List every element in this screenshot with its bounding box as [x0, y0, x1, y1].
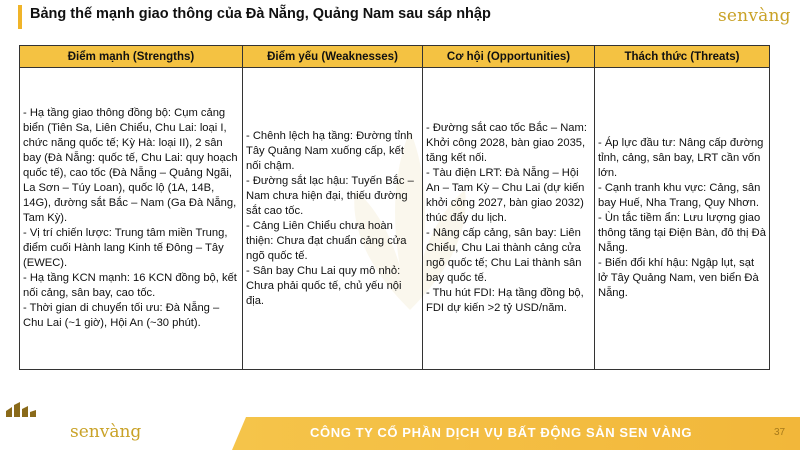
- bullet-line: - Cạnh tranh khu vực: Cảng, sân bay Huế, Nha Trang, Quy Nhơn.: [598, 182, 761, 209]
- bullet-line: - Hạ tầng KCN mạnh: 16 KCN đồng bộ, kết nối cảng, sân bay, cao tốc.: [23, 272, 237, 299]
- bullet-line: - Cảng Liên Chiểu chưa hoàn thiện: Chưa đạt chuẩn cảng cửa ngõ quốc tế.: [246, 219, 407, 262]
- page-title: Bảng thế mạnh giao thông của Đà Nẵng, Quảng Nam sau sáp nhập: [30, 6, 491, 22]
- cell-weaknesses: [243, 68, 423, 370]
- header-strengths: Điểm mạnh (Strengths): [20, 46, 243, 68]
- bullet-line: - Tàu điện LRT: Đà Nẵng – Hội An – Tam Kỳ – Chu Lai (dự kiến khởi công 2027, bàn giao 2032) thúc đẩy du lịch.: [426, 167, 585, 224]
- bullet-line: - Đường sắt cao tốc Bắc – Nam: Khởi công 2028, bàn giao 2035, tăng kết nối.: [426, 122, 587, 164]
- bullet-line: - Chênh lệch hạ tầng: Đường tỉnh Tây Quảng Nam xuống cấp, kết nối chậm.: [246, 129, 413, 172]
- bullet-line: - Đường sắt lạc hậu: Tuyến Bắc – Nam chưa hiện đại, thiếu đường sắt cao tốc.: [246, 174, 414, 217]
- footer-logo-text: senvàng: [70, 422, 142, 442]
- bullet-line: - Hạ tầng giao thông đồng bộ: Cụm cảng biển (Tiên Sa, Liên Chiểu, Chu Lai: loại I, chức năng quốc tế; Kỳ Hà: loại II), 2 sân bay (Đà Nẵng: quốc tế, Chu Lai: quy hoạch quốc tế), cao tốc (Đà Nẵng – Quảng Ngãi, La Sơn – Túy Loan), quốc lộ (1A, 14B, 14G), đường sắt Bắc – Nam (Ga Đà Nẵng, Tam Kỳ).: [23, 107, 238, 224]
- bullet-line: - Nâng cấp cảng, sân bay: Liên Chiểu, Chu Lai thành cảng cửa ngõ quốc tế; Chu Lai thành sân bay quốc tế.: [426, 227, 582, 284]
- bullet-line: - Biến đổi khí hậu: Ngập lụt, sạt lở Tây Quảng Nam, ven biển Đà Nẵng.: [598, 257, 759, 299]
- strengths-text: [23, 106, 239, 331]
- weaknesses-text: [246, 129, 419, 309]
- swot-content-row: [20, 68, 770, 370]
- bullet-line: - Thu hút FDI: Hạ tầng đồng bộ, FDI dự kiến >2 tỷ USD/năm.: [426, 287, 584, 314]
- footer-bar: [0, 417, 800, 450]
- title-accent-bar: [18, 5, 22, 29]
- cell-strengths: [20, 68, 243, 370]
- bullet-line: - Áp lực đầu tư: Nâng cấp đường tỉnh, cảng, sân bay, LRT cần vốn lớn.: [598, 137, 764, 179]
- brand-logo-text: senvàng: [718, 6, 791, 26]
- brand-logo: [718, 6, 791, 26]
- swot-header-row: [20, 46, 770, 68]
- bullet-line: - Vị trí chiến lược: Trung tâm miền Trung, điểm cuối Hành lang Kinh tế Đông – Tây (EWEC).: [23, 227, 228, 269]
- header-opportunities: Cơ hội (Opportunities): [423, 46, 595, 68]
- header-weaknesses: Điểm yếu (Weaknesses): [243, 46, 423, 68]
- page-number: 37: [774, 427, 786, 438]
- header-threats: Thách thức (Threats): [595, 46, 770, 68]
- cell-opportunities: [423, 68, 595, 370]
- swot-table: [19, 45, 770, 370]
- threats-text: [598, 136, 766, 301]
- cell-threats: [595, 68, 770, 370]
- bullet-line: - Sân bay Chu Lai quy mô nhỏ: Chưa phải quốc tế, chủ yếu nội địa.: [246, 264, 402, 307]
- bullet-line: - Thời gian di chuyển tối ưu: Đà Nẵng – Chu Lai (~1 giờ), Hội An (~30 phút).: [23, 302, 220, 329]
- bullet-line: - Ùn tắc tiềm ẩn: Lưu lượng giao thông tăng tại Điện Bàn, đô thị Đà Nẵng.: [598, 212, 766, 254]
- footer-company-name: CÔNG TY CỔ PHẦN DỊCH VỤ BẤT ĐỘNG SẢN SEN VÀNG: [310, 425, 693, 440]
- footer-logo-area: [0, 417, 244, 450]
- opportunities-text: [426, 121, 591, 316]
